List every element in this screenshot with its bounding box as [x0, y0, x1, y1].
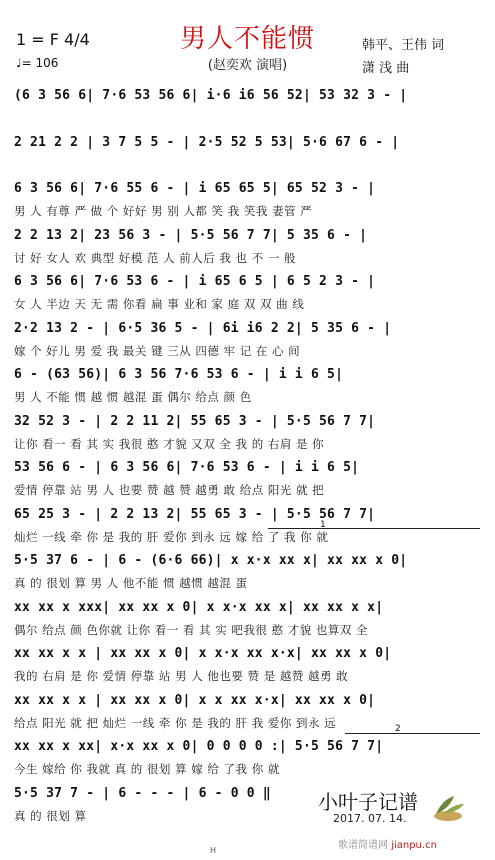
- watermark-url: jianpu.cn: [391, 840, 437, 851]
- notation-row: 2 21 2 2 | 3 7 5 5 - | 2·5 52 5 53| 5·6 67 6 - |: [14, 134, 400, 150]
- lyric-row: 给点 阳光 就 把 灿烂 一线 牵 你 是 我的 肝 我 爱你 到永 远: [14, 715, 337, 730]
- volta-bracket-2: [345, 733, 480, 734]
- lyric-row: 男 人 不能 惯 越 惯 越混 蛋 偶尔 给点 颜 色: [14, 390, 252, 404]
- key-signature: 1 = F 4/4: [16, 30, 90, 49]
- notation-row: xx xx x xx| x·x xx x 0| 0 0 0 0 :| 5·5 56 7 7|: [14, 739, 384, 754]
- composer-credit: 潇 浅 曲: [362, 61, 410, 76]
- notation-row: 6 - (63 56)| 6 3 56 7·6 53 6 - | i i 6 5|: [14, 367, 344, 382]
- notation-row: xx xx x x | xx xx x 0| x x·x xx x·x| xx xx x 0|: [14, 646, 392, 661]
- notation-row: xx xx x x | xx xx x 0| x x xx x·x| xx xx x 0|: [14, 692, 376, 708]
- lyric-row: 真 的 很划 算 男 人 他不能 惯 越惯 越混 蛋: [14, 576, 248, 590]
- tea-leaf-icon: [424, 786, 472, 826]
- lyric-row: 真 的 很划 算: [14, 808, 87, 823]
- notation-row: 32 52 3 - | 2 2 11 2| 55 65 3 - | 5·5 56 7 7|: [14, 413, 376, 429]
- notation-row: 5·5 37 7 - | 6 - - - | 6 - 0 0 ‖: [14, 785, 271, 801]
- notation-row: 6 3 56 6| 7·6 55 6 - | i 65 65 5| 65 52 3 - |: [14, 181, 376, 196]
- volta-number-1: 1: [320, 520, 326, 530]
- lyric-row: 我的 右肩 是 你 爱情 停靠 站 男 人 他也要 赞 是 越赞 越勇 敢: [14, 669, 349, 683]
- site-watermark: [338, 836, 437, 851]
- tempo-marking: ♩= 106: [16, 56, 59, 70]
- notation-row: 5·5 37 6 - | 6 - (6·6 66)| x x·x xx x| xx xx x 0|: [14, 553, 408, 568]
- lyricist-credit: 韩平、王伟 词: [362, 38, 445, 53]
- lyric-row: 嫁 个 好儿 男 爱 我 最关 键 三从 四德 牢 记 在 心 间: [14, 343, 301, 358]
- page-marker: H: [210, 846, 217, 855]
- watermark-site-name: 歌谱简谱网: [338, 840, 388, 851]
- transcription-date: 2017. 07. 14.: [333, 812, 407, 825]
- song-title: 男人不能惯: [179, 24, 315, 54]
- notation-row: 2·2 13 2 - | 6·5 36 5 - | 6i i6 2 2| 5 35 6 - |: [14, 320, 392, 336]
- lyric-row: 男 人 有尊 严 做 个 好好 男 别 人都 笑 我 笑我 妻管 严: [14, 204, 313, 218]
- credits-block: [362, 34, 444, 80]
- lyric-row: 女 人 半边 天 无 需 你看 扁 事 业和 家 庭 双 双 曲 线: [14, 297, 305, 311]
- lyric-row: 灿烂 一线 牵 你 是 我的 肝 爱你 到永 远 嫁 给 了 我 你 就: [14, 529, 329, 544]
- notation-row: (6 3 56 6| 7·6 53 56 6| i·6 i6 56 52| 53 32 3 - |: [14, 88, 408, 103]
- performer-credit: (赵奕欢 演唱): [207, 58, 288, 73]
- notation-row: 53 56 6 - | 6 3 56 6| 7·6 53 6 - | i i 6 5|: [14, 460, 360, 475]
- notation-row: xx xx x xxx| xx xx x 0| x x·x xx x| xx xx x x|: [14, 599, 384, 615]
- notation-row: 2 2 13 2| 23 56 3 - | 5·5 56 7 7| 5 35 6 - |: [14, 227, 368, 243]
- lyric-row: 今生 嫁给 你 我就 真 的 很划 算 嫁 给 了我 你 就: [14, 762, 280, 776]
- notation-row: 65 25 3 - | 2 2 13 2| 55 65 3 - | 5·5 56 7 7|: [14, 506, 376, 522]
- notation-row: 6 3 56 6| 7·6 53 6 - | i 65 6 5 | 6 5 2 3 - |: [14, 274, 376, 289]
- lyric-row: 偶尔 给点 颜 色你就 让你 看一 看 其 实 吧我很 憨 才貌 也算双 全: [14, 622, 369, 637]
- volta-bracket-1: [268, 528, 480, 529]
- volta-number-2: 2: [395, 724, 401, 734]
- lyric-row: 让你 看一 看 其 实 我很 憨 才貌 又双 全 我 的 右肩 是 你: [14, 436, 325, 451]
- transcriber-signature: 小叶子记谱: [318, 790, 418, 814]
- lyric-row: 讨 好 女人 欢 典型 好模 范 人 前人后 我 也 不 一 般: [14, 250, 297, 265]
- lyric-row: 爱情 停靠 站 男 人 也要 赞 越 赞 越勇 敢 给点 阳光 就 把: [14, 483, 325, 497]
